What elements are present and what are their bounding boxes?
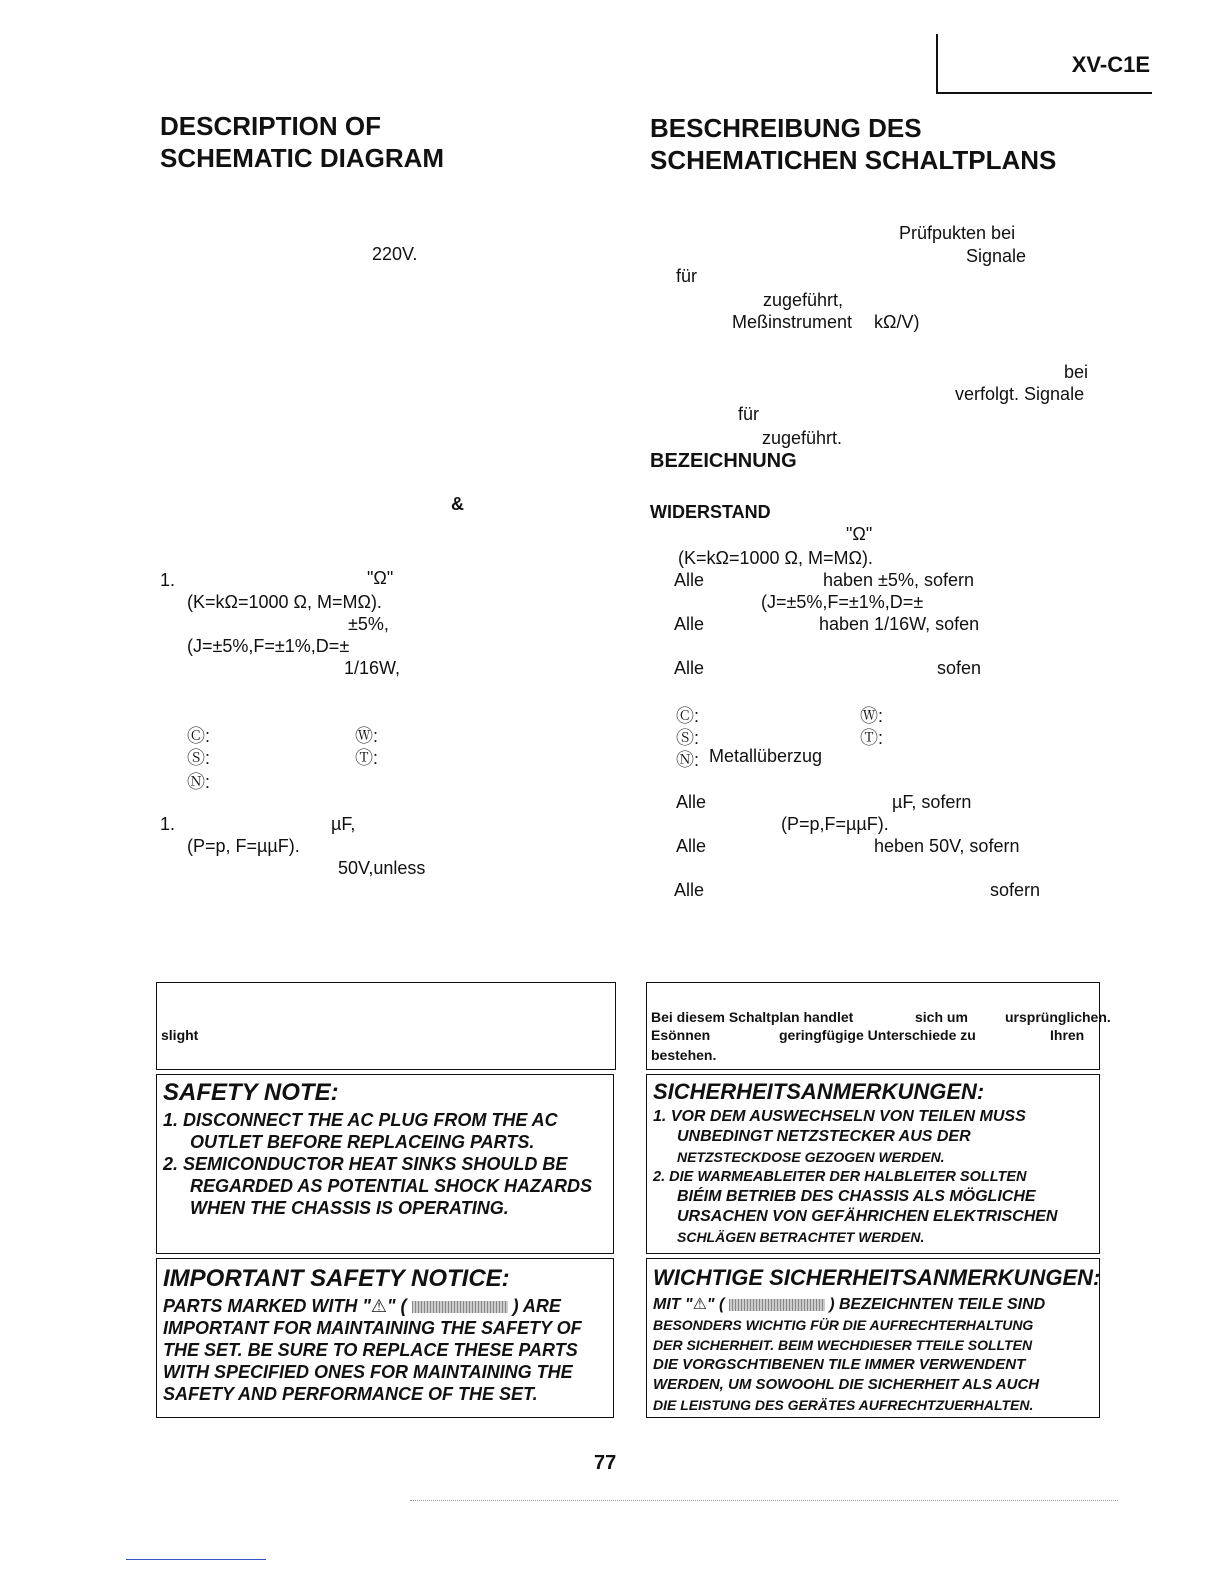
important-line-part: ) ARE [512,1296,561,1316]
alle-text: Alle [676,792,707,812]
important-line: DER SICHERHEIT. BEIM WECHDIESER TTEILE SOLLTEN [653,1337,1033,1353]
k-ohm-definition: (K=kΩ=1000 Ω, M=MΩ). [678,548,873,568]
metallueberzug-text: Metallüberzug [709,746,823,766]
ohm-symbol: "Ω" [846,524,873,544]
symbol-s: Ⓢ: [187,748,211,768]
k-ohm-definition: (K=kΩ=1000 Ω, M=MΩ). [187,592,382,612]
important-notice-box-en [156,1258,614,1418]
important-notice-heading: WICHTIGE SICHERHEITSANMERKUNGEN: [653,1265,1101,1290]
important-line: DIE LEISTUNG DES GERÄTES AUFRECHTZUERHALTEN. [653,1397,1034,1413]
safety-line: WHEN THE CHASSIS IS OPERATING. [190,1198,509,1218]
important-line [653,1295,1045,1315]
symbol-w: Ⓦ: [355,726,379,746]
microfarad-text: µF, sofern [892,792,972,812]
important-line: WITH SPECIFIED ONES FOR MAINTAINING THE [163,1362,573,1382]
safety-line: UNBEDINGT NETZSTECKER AUS DER [677,1128,971,1145]
note-box-de [646,982,1111,1070]
safety-note-box-de [646,1074,1100,1254]
safety-line: SCHLÄGEN BETRACHTET WERDEN. [677,1229,925,1245]
note-text: Esönnen [651,1027,711,1043]
symbol-c: Ⓒ: [187,726,211,746]
tolerance-text: haben ±5%, sofern [823,570,974,590]
link-underline [126,1559,266,1560]
alle-text: Alle [676,836,707,856]
note-text: geringfügige Unterschiede zu [779,1027,976,1043]
left-title-line2: SCHEMATIC DIAGRAM [160,143,445,173]
important-line: BESONDERS WICHTIG FÜR DIE AUFRECHTERHALTUNG [653,1317,1034,1333]
verfolgt-text: verfolgt. Signale [955,384,1085,404]
safety-line: REGARDED AS POTENTIAL SHOCK HAZARDS [190,1176,593,1196]
note-text: ursprünglichen. [1005,1009,1111,1025]
symbol-n: Ⓝ: [676,750,700,770]
shaded-marker [412,1301,508,1313]
safety-note-box-en [156,1074,614,1254]
important-line: THE SET. BE SURE TO REPLACE THESE PARTS [163,1340,578,1360]
important-line: IMPORTANT FOR MAINTAINING THE SAFETY OF [163,1318,582,1338]
signale-text: Signale [966,246,1027,266]
tolerance-codes: (J=±5%,F=±1%,D=± [761,592,924,612]
note-text: Bei diesem Schaltplan handlet [651,1009,854,1025]
shaded-marker [729,1299,825,1311]
alle-text: Alle [674,614,705,634]
symbol-w: Ⓦ: [860,706,884,726]
important-notice-box-de [646,1258,1100,1418]
microfarad-text: µF, [331,814,356,834]
voltage-50-text: heben 50V, sofern [874,836,1020,856]
item-number: 1. [160,570,176,590]
bei-text: bei [1064,362,1089,382]
symbol-t: Ⓣ: [355,748,379,768]
voltage-text: 220V. [372,244,418,264]
symbol-n: Ⓝ: [187,772,211,792]
right-title-line1: BESCHREIBUNG DES [650,113,922,143]
kohm-per-volt: kΩ/V) [874,312,920,332]
alle-text: Alle [674,570,705,590]
zugefuehrt-text: zugeführt. [762,428,843,448]
widerstand-heading: WIDERSTAND [650,502,771,522]
safety-line: BIÉIM BETRIEB DES CHASSIS ALS MÖGLICHE [677,1188,1036,1205]
fuer-text: für [738,404,760,424]
voltage-50-text: 50V,unless [338,858,426,878]
safety-line: 1. DISCONNECT THE AC PLUG FROM THE AC [163,1110,558,1130]
safety-line: URSACHEN VON GEFÄHRICHEN ELEKTRISCHEN [677,1208,1058,1225]
page-number: 77 [594,1452,617,1474]
item-number: 1. [160,814,176,834]
note-box-en [156,982,616,1070]
zugefuehrt-text: zugeführt, [763,290,844,310]
important-notice-heading: IMPORTANT SAFETY NOTICE: [163,1265,510,1292]
right-title-line2: SCHEMATICHEN SCHALTPLANS [650,145,1057,175]
sofen-text: sofen [937,658,982,678]
ampersand-text: & [451,494,464,514]
picofarad-definition: (P=p,F=µµF). [781,814,889,834]
important-line-part: ) BEZEICHNTEN TEILE SIND [829,1296,1046,1313]
sofern-text: sofern [990,880,1041,900]
symbol-c: Ⓒ: [676,706,700,726]
scan-artifact-line [410,1500,1118,1501]
safety-line: 2. SEMICONDUCTOR HEAT SINKS SHOULD BE [163,1154,568,1174]
note-text: sich um [915,1009,968,1025]
tolerance-text: ±5%, [348,614,389,634]
safety-line: OUTLET BEFORE REPLACEING PARTS. [190,1132,535,1152]
note-text: bestehen. [651,1047,717,1063]
important-line: SAFETY AND PERFORMANCE OF THE SET. [163,1384,538,1404]
alle-text: Alle [674,658,705,678]
note-text: slight [161,1027,199,1043]
safety-note-heading: SICHERHEITSANMERKUNGEN: [653,1079,985,1104]
alle-text: Alle [674,880,705,900]
symbol-t: Ⓣ: [860,728,884,748]
important-line [163,1295,561,1317]
fuer-text: für [676,266,698,286]
model-number: XV-C1E [1071,52,1150,77]
note-text: Ihren [1050,1027,1085,1043]
safety-line: NETZSTECKDOSE GEZOGEN WERDEN. [677,1149,945,1165]
symbol-s: Ⓢ: [676,728,700,748]
wattage-text: 1/16W, [344,658,401,678]
important-line: DIE VORGSCHTIBENEN TILE IMMER VERWENDENT [653,1356,1026,1373]
left-title-line1: DESCRIPTION OF [160,111,382,141]
important-line: WERDEN, UM SOWOOHL DIE SICHERHEIT ALS AUCH [653,1376,1040,1393]
bezeichnung-heading: BEZEICHNUNG [650,450,797,472]
safety-note-heading: SAFETY NOTE: [163,1079,339,1106]
picofarad-definition: (P=p, F=µµF). [187,836,300,856]
wattage-text: haben 1/16W, sofen [819,614,980,634]
important-line-part: MIT "⚠" ( [653,1296,725,1313]
pruefpunkt-text: Prüfpukten bei [899,223,1016,243]
messinstrument-text: Meßinstrument [732,312,853,332]
important-line-part: PARTS MARKED WITH "⚠" ( [163,1296,407,1316]
tolerance-codes: (J=±5%,F=±1%,D=± [187,636,350,656]
safety-line: 1. VOR DEM AUSWECHSELN VON TEILEN MUSS [653,1108,1026,1125]
safety-line: 2. DIE WARMEABLEITER DER HALBLEITER SOLLTEN [653,1169,1027,1185]
ohm-symbol: "Ω" [367,568,394,588]
